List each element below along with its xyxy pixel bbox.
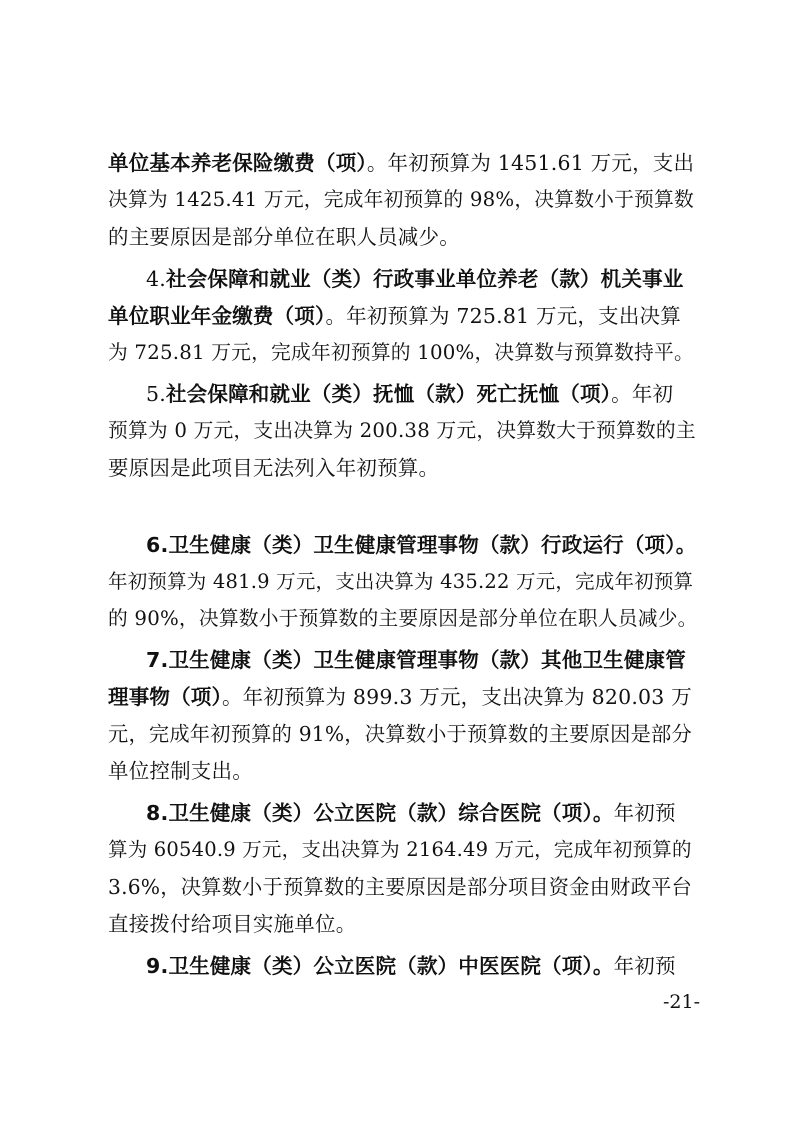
bold-heading: 9.卫生健康（类）公立医院（款）中医医院（项）。 xyxy=(146,954,614,978)
text-line xyxy=(108,600,698,638)
text-line xyxy=(146,794,698,832)
text-line xyxy=(108,831,698,869)
text-line xyxy=(108,868,698,906)
body-text: 单位控制支出。 xyxy=(108,759,253,783)
page-number: -21- xyxy=(662,991,700,1013)
text-line xyxy=(146,947,698,985)
text-line xyxy=(108,181,698,219)
body-text: 要原因是此项目无法列入年初预算。 xyxy=(108,456,440,480)
bold-heading: 单位职业年金缴费（项） xyxy=(108,304,326,328)
text-line xyxy=(146,526,698,564)
body-text: 。年初 xyxy=(611,382,674,406)
body-text: 的 90%，决算数小于预算数的主要原因是部分单位在职人员减少。 xyxy=(108,607,698,630)
text-line xyxy=(108,678,698,716)
body-text: 预算为 0 万元，支出决算为 200.38 万元，决算数大于预算数的主 xyxy=(108,419,696,442)
body-text: 算为 60540.9 万元，支出决算为 2164.49 万元，完成年初预算的 xyxy=(108,838,692,861)
bold-heading: 7.卫生健康（类）卫生健康管理事物（款）其他卫生健康管 xyxy=(146,648,686,672)
body-text: 。年初预算为 899.3 万元，支出决算为 820.03 万 xyxy=(221,685,692,709)
body-text: 为 725.81 万元，完成年初预算的 100%，决算数与预算数持平。 xyxy=(108,341,694,364)
body-text: 。年初预算为 1451.61 万元，支出 xyxy=(366,151,695,175)
body-text: 直接拨付给项目实施单位。 xyxy=(108,912,357,936)
text-line xyxy=(146,260,698,298)
body-text: 年初预 xyxy=(613,954,676,978)
body-text: 年初预算为 481.9 万元，支出决算为 435.22 万元，完成年初预算 xyxy=(108,570,694,593)
text-line xyxy=(108,144,698,182)
text-line xyxy=(108,334,698,372)
text-line xyxy=(108,905,698,943)
bold-heading: 社会保障和就业（类）行政事业单位养老（款）机关事业 xyxy=(165,267,684,291)
text-line xyxy=(108,449,698,487)
text-line xyxy=(108,563,698,601)
bold-heading: 8.卫生健康（类）公立医院（款）综合医院（项）。 xyxy=(146,801,614,825)
bold-heading: 单位基本养老保险缴费（项） xyxy=(108,151,367,175)
text-line xyxy=(108,715,698,753)
body-text: 的主要原因是部分单位在职人员减少。 xyxy=(108,225,460,249)
text-line xyxy=(108,297,698,335)
bold-heading: 理事物（项） xyxy=(108,685,222,709)
text-line xyxy=(108,412,698,450)
body-text: 3.6%，决算数小于预算数的主要原因是部分项目资金由财政平台 xyxy=(108,875,692,899)
bold-heading: 社会保障和就业（类）抚恤（款）死亡抚恤（项） xyxy=(165,382,612,406)
body-text: 元，完成年初预算的 91%，决算数小于预算数的主要原因是部分 xyxy=(108,722,692,746)
item-number: 5. xyxy=(146,382,166,406)
body-text: 。年初预算为 725.81 万元，支出决算 xyxy=(325,304,681,328)
body-text: 决算为 1425.41 万元，完成年初预算的 98%，决算数小于预算数 xyxy=(108,188,694,211)
item-number: 4. xyxy=(146,267,166,291)
bold-heading: 6.卫生健康（类）卫生健康管理事物（款）行政运行（项）。 xyxy=(146,533,697,557)
text-line xyxy=(146,375,698,413)
text-line xyxy=(108,218,698,256)
body-text: 年初预 xyxy=(613,801,676,825)
text-line xyxy=(146,641,698,679)
text-line xyxy=(108,752,698,790)
